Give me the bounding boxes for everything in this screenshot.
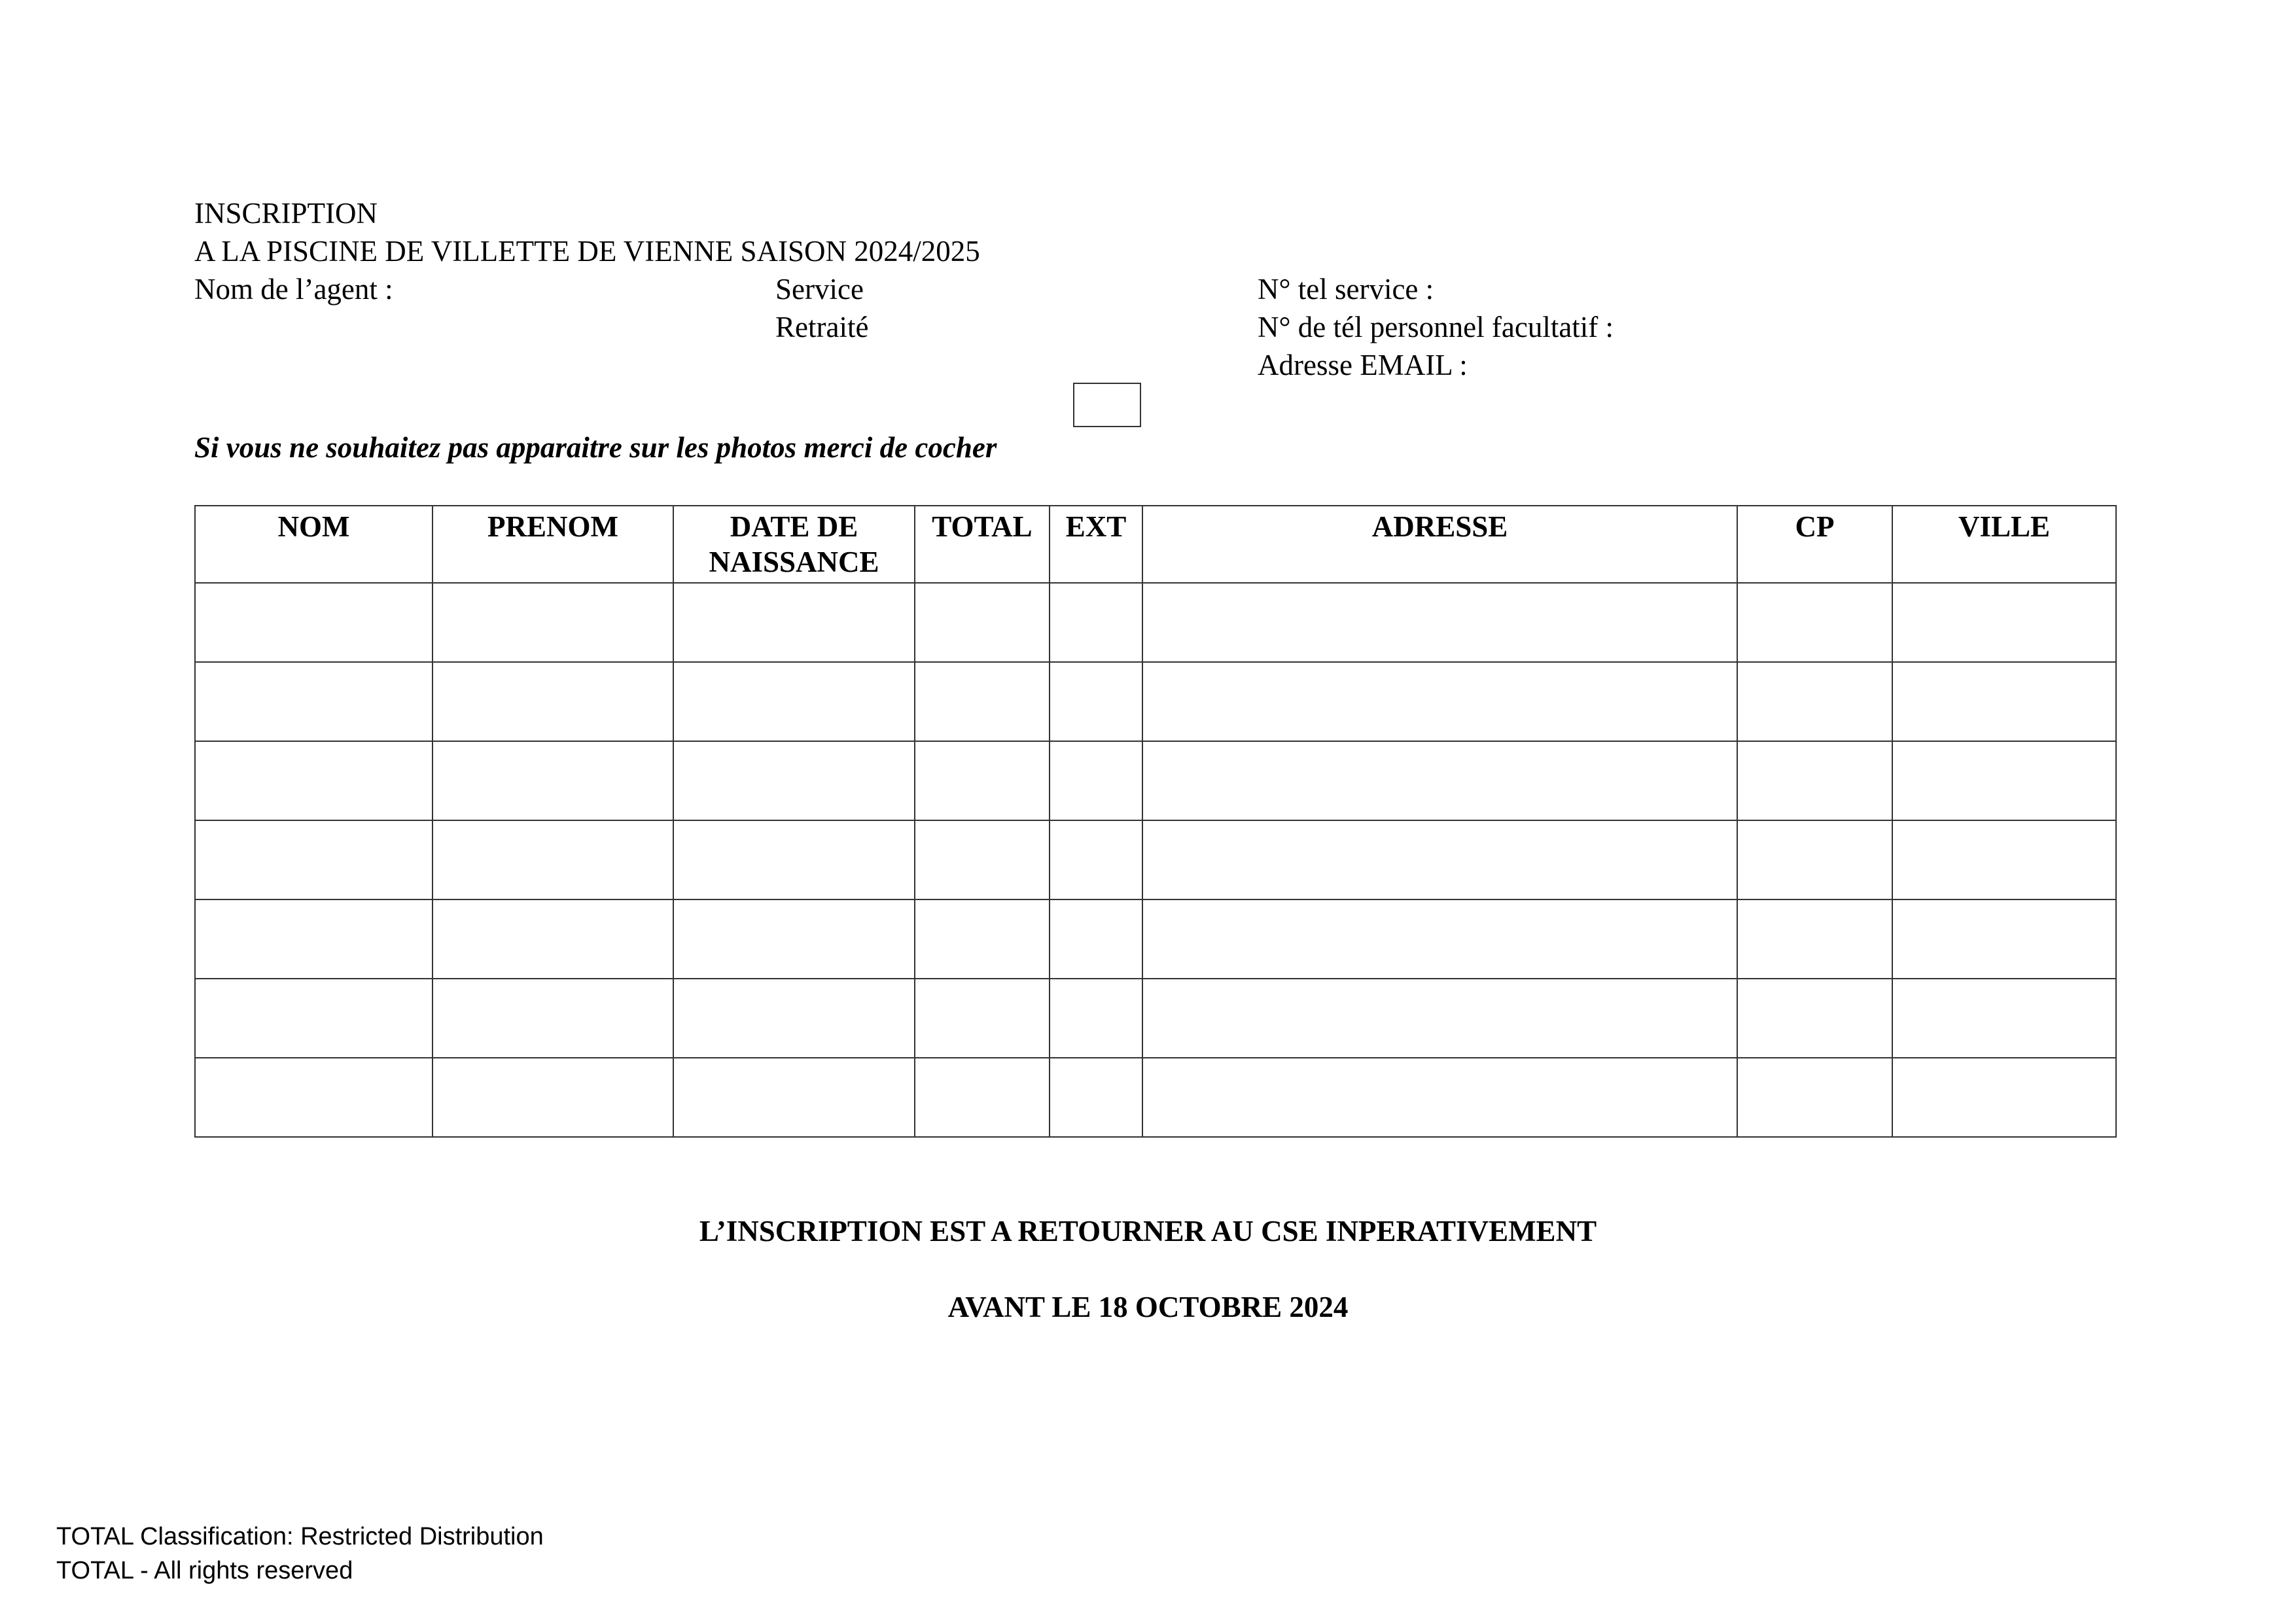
column-header-total: TOTAL <box>915 506 1050 583</box>
rights-notice: TOTAL - All rights reserved <box>56 1557 353 1584</box>
total-input[interactable] <box>915 900 1049 978</box>
deadline-notice: AVANT LE 18 OCTOBRE 2024 <box>947 1291 1349 1323</box>
table-cell-ville <box>1892 1058 2116 1137</box>
table-cell-total <box>915 1058 1050 1137</box>
table-row <box>195 662 2116 741</box>
table-cell-total <box>915 583 1050 662</box>
column-header-ville: VILLE <box>1892 506 2116 583</box>
column-header-date-line2: NAISSANCE <box>709 546 879 578</box>
adresse-input[interactable] <box>1143 1058 1737 1136</box>
table-cell-prenom <box>433 662 673 741</box>
prenom-input[interactable] <box>433 821 673 899</box>
cp-input[interactable] <box>1738 584 1892 661</box>
table-cell-ext <box>1050 979 1142 1058</box>
ext-input[interactable] <box>1050 821 1142 899</box>
ville-input[interactable] <box>1893 663 2115 741</box>
table-cell-adresse <box>1142 979 1737 1058</box>
date-naissance-input[interactable] <box>674 821 914 899</box>
table-cell-total <box>915 741 1050 820</box>
date-naissance-input[interactable] <box>674 979 914 1057</box>
ext-input[interactable] <box>1050 979 1142 1057</box>
ext-input[interactable] <box>1050 663 1142 741</box>
table-cell-ville <box>1892 820 2116 899</box>
table-cell-ext <box>1050 662 1142 741</box>
form-title: INSCRIPTION <box>194 197 378 230</box>
classification-label: TOTAL Classification: Restricted Distribution <box>56 1523 544 1550</box>
column-header-nom: NOM <box>195 506 433 583</box>
total-input[interactable] <box>915 1058 1049 1136</box>
ext-input[interactable] <box>1050 900 1142 978</box>
adresse-input[interactable] <box>1143 821 1737 899</box>
agent-name-label: Nom de l’agent : <box>194 273 393 305</box>
column-header-adresse: ADRESSE <box>1142 506 1737 583</box>
table-cell-prenom <box>433 820 673 899</box>
table-cell-nom <box>195 583 433 662</box>
table-cell-cp <box>1737 820 1892 899</box>
nom-input[interactable] <box>196 742 432 820</box>
total-input[interactable] <box>915 979 1049 1057</box>
table-cell-total <box>915 899 1050 979</box>
table-cell-adresse <box>1142 741 1737 820</box>
ville-input[interactable] <box>1893 979 2115 1057</box>
nom-input[interactable] <box>196 584 432 661</box>
table-cell-ext <box>1050 741 1142 820</box>
cp-input[interactable] <box>1738 1058 1892 1136</box>
table-cell-nom <box>195 1058 433 1137</box>
date-naissance-input[interactable] <box>674 1058 914 1136</box>
nom-input[interactable] <box>196 979 432 1057</box>
ext-input[interactable] <box>1050 1058 1142 1136</box>
table-cell-ext <box>1050 899 1142 979</box>
table-cell-date-naissance <box>673 820 915 899</box>
table-cell-nom <box>195 662 433 741</box>
total-input[interactable] <box>915 742 1049 820</box>
ext-input[interactable] <box>1050 584 1142 661</box>
date-naissance-input[interactable] <box>674 663 914 741</box>
table-cell-date-naissance <box>673 662 915 741</box>
return-notice: L’INSCRIPTION EST A RETOURNER AU CSE INPERATIVEMENT <box>699 1215 1597 1248</box>
table-cell-nom <box>195 979 433 1058</box>
date-naissance-input[interactable] <box>674 742 914 820</box>
table-row <box>195 741 2116 820</box>
ville-input[interactable] <box>1893 1058 2115 1136</box>
table-header-row <box>195 506 2116 583</box>
column-header-ext: EXT <box>1050 506 1142 583</box>
table-row <box>195 583 2116 662</box>
table-cell-date-naissance <box>673 979 915 1058</box>
column-header-date-line1: DATE DE <box>730 510 858 543</box>
table-cell-total <box>915 979 1050 1058</box>
retiree-label: Retraité <box>775 311 869 343</box>
table-cell-adresse <box>1142 662 1737 741</box>
column-header-prenom: PRENOM <box>433 506 673 583</box>
table-cell-nom <box>195 741 433 820</box>
table-cell-date-naissance <box>673 583 915 662</box>
table-cell-cp <box>1737 979 1892 1058</box>
personal-phone-label: N° de tél personnel facultatif : <box>1258 311 1614 343</box>
table-cell-ext <box>1050 583 1142 662</box>
table-cell-adresse <box>1142 820 1737 899</box>
cp-input[interactable] <box>1738 742 1892 820</box>
table-cell-total <box>915 820 1050 899</box>
table-cell-ville <box>1892 583 2116 662</box>
prenom-input[interactable] <box>433 979 673 1057</box>
table-cell-date-naissance <box>673 899 915 979</box>
prenom-input[interactable] <box>433 1058 673 1136</box>
prenom-input[interactable] <box>433 900 673 978</box>
table-cell-cp <box>1737 1058 1892 1137</box>
table-cell-ville <box>1892 979 2116 1058</box>
prenom-input[interactable] <box>433 742 673 820</box>
table-cell-total <box>915 662 1050 741</box>
nom-input[interactable] <box>196 900 432 978</box>
ville-input[interactable] <box>1893 584 2115 661</box>
table-cell-prenom <box>433 899 673 979</box>
cp-input[interactable] <box>1738 821 1892 899</box>
ext-input[interactable] <box>1050 742 1142 820</box>
total-input[interactable] <box>915 584 1049 661</box>
table-cell-adresse <box>1142 1058 1737 1137</box>
column-header-date-naissance <box>673 506 915 583</box>
table-cell-prenom <box>433 979 673 1058</box>
adresse-input[interactable] <box>1143 900 1737 978</box>
nom-input[interactable] <box>196 663 432 741</box>
table-cell-date-naissance <box>673 741 915 820</box>
cp-input[interactable] <box>1738 900 1892 978</box>
table-cell-nom <box>195 820 433 899</box>
adresse-input[interactable] <box>1143 742 1737 820</box>
table-cell-adresse <box>1142 583 1737 662</box>
table-cell-prenom <box>433 1058 673 1137</box>
table-row <box>195 1058 2116 1137</box>
table-cell-cp <box>1737 899 1892 979</box>
service-phone-label: N° tel service : <box>1258 273 1434 305</box>
table-cell-ext <box>1050 820 1142 899</box>
adresse-input[interactable] <box>1143 663 1737 741</box>
column-header-cp: CP <box>1737 506 1892 583</box>
table-cell-ville <box>1892 662 2116 741</box>
table-cell-nom <box>195 899 433 979</box>
table-cell-prenom <box>433 741 673 820</box>
cp-input[interactable] <box>1738 663 1892 741</box>
table-row <box>195 899 2116 979</box>
ville-input[interactable] <box>1893 742 2115 820</box>
date-naissance-input[interactable] <box>674 900 914 978</box>
table-cell-date-naissance <box>673 1058 915 1137</box>
table-cell-cp <box>1737 662 1892 741</box>
table-row <box>195 979 2116 1058</box>
table-cell-cp <box>1737 583 1892 662</box>
table-cell-adresse <box>1142 899 1737 979</box>
cp-input[interactable] <box>1738 979 1892 1057</box>
nom-input[interactable] <box>196 821 432 899</box>
adresse-input[interactable] <box>1143 979 1737 1057</box>
ville-input[interactable] <box>1893 900 2115 978</box>
service-label: Service <box>775 273 864 305</box>
table-cell-cp <box>1737 741 1892 820</box>
photo-opt-out-notice: Si vous ne souhaitez pas apparaitre sur les photos merci de cocher <box>194 431 997 464</box>
prenom-input[interactable] <box>433 584 673 661</box>
table-cell-ext <box>1050 1058 1142 1137</box>
ville-input[interactable] <box>1893 821 2115 899</box>
date-naissance-input[interactable] <box>674 584 914 661</box>
table-body <box>195 583 2116 1137</box>
adresse-input[interactable] <box>1143 584 1737 661</box>
photo-opt-out-checkbox[interactable] <box>1073 383 1141 427</box>
total-input[interactable] <box>915 663 1049 741</box>
table-cell-prenom <box>433 583 673 662</box>
prenom-input[interactable] <box>433 663 673 741</box>
nom-input[interactable] <box>196 1058 432 1136</box>
table-cell-ville <box>1892 741 2116 820</box>
participants-table <box>194 505 2117 1138</box>
table-cell-ville <box>1892 899 2116 979</box>
email-label: Adresse EMAIL : <box>1258 349 1468 381</box>
total-input[interactable] <box>915 821 1049 899</box>
table-row <box>195 820 2116 899</box>
form-subtitle: A LA PISCINE DE VILLETTE DE VIENNE SAISON 2024/2025 <box>194 235 980 268</box>
